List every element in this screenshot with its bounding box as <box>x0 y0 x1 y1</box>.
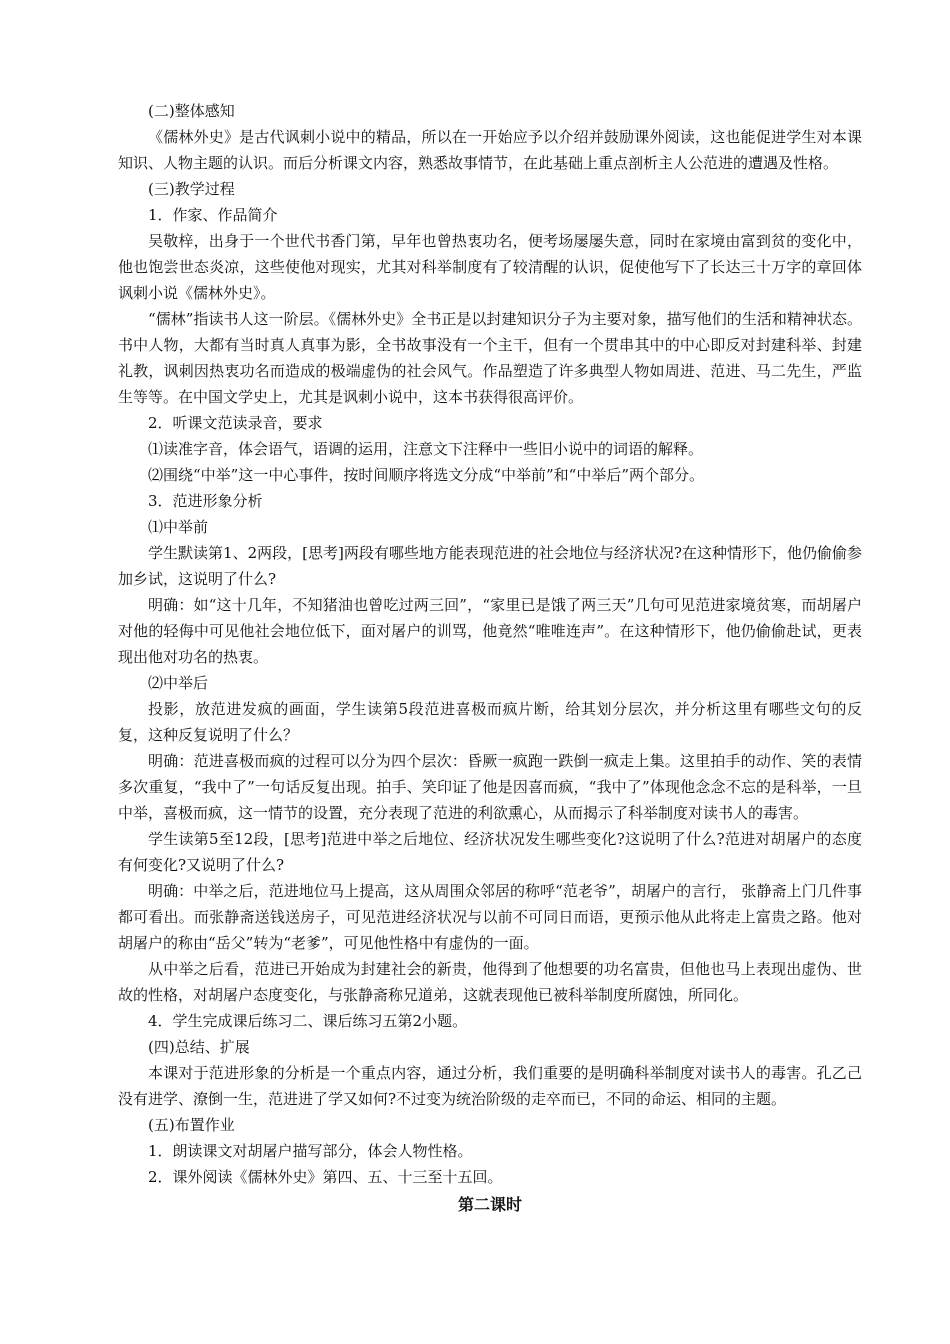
paragraph-wu-jingzi: 吴敬梓，出身于一个世代书香门第，早年也曾热衷功名，便考场屡屡失意，同时在家境由富到贫的变化中，他也饱尝世态炎凉，这些使他对现实，尤其对科举制度有了较清醒的认识，促使他写下了长达三十万字的章回体讽刺小说《儒林外史》。 <box>118 232 862 302</box>
paragraph-requirement-2: ⑵围绕“中举”这一中心事件，按时间顺序将选文分成“中举前”和“中举后”两个部分。 <box>148 466 705 484</box>
heading-summary: (四)总结、扩展 <box>148 1038 250 1056</box>
paragraph-answer-1: 明确：如“这十几年，不知猪油也曾吃过两三回”，“家里已是饿了两三天”几句可见范进家境贫寒，而胡屠户对他的轻侮中可见他社会地位低下，面对屠户的训骂，他竟然“唯唯连声”。在这种情形下，他仍偷偷赴试，更表现出他对功名的热衷。 <box>118 596 862 666</box>
heading-after-exam: ⑵中举后 <box>148 674 209 692</box>
paragraph-think-1: 学生默读第1、2两段，[思考]两段有哪些地方能表现范进的社会地位与经济状况?在这种情形下，他仍偷偷参加乡试，这说明了什么? <box>118 544 862 588</box>
heading-teaching-process: (三)教学过程 <box>148 180 235 198</box>
paragraph-intro: 《儒林外史》是古代讽刺小说中的精品，所以在一开始应予以介绍并鼓励课外阅读，这也能促进学生对本课知识、人物主题的认识。而后分析课文内容，熟悉故事情节，在此基础上重点剖析主人公范进的遭遇及性格。 <box>118 128 862 172</box>
heading-before-exam: ⑴中举前 <box>148 518 209 536</box>
heading-homework: (五)布置作业 <box>148 1116 235 1134</box>
paragraph-think-2: 学生读第5至12段，[思考]范进中举之后地位、经济状况发生哪些变化?这说明了什么?范进对胡屠户的态度有何变化?又说明了什么? <box>118 830 862 874</box>
document-page <box>118 98 862 1218</box>
paragraph-new-gentry: 从中举之后看，范进已开始成为封建社会的新贵，他得到了他想要的功名富贵，但他也马上表现出虚伪、世故的性格，对胡屠户态度变化，与张静斋称兄道弟，这就表现他已被科举制度所腐蚀，所同化。 <box>118 960 862 1004</box>
paragraph-summary: 本课对于范进形象的分析是一个重点内容，通过分析，我们重要的是明确科举制度对读书人的毒害。孔乙己没有进学、潦倒一生，范进进了学又如何?不过变为统治阶级的走卒而已，不同的命运、相同的主题。 <box>118 1064 862 1108</box>
paragraph-answer-3: 明确：中举之后，范进地位马上提高，这从周围众邻居的称呼“范老爷”，胡屠户的言行， 张静斋上门几件事都可看出。而张静斋送钱送房子，可见范进经济状况与以前不可同日而语，更预示他从此将走上富贵之路。他对胡屠户的称由“岳父”转为“老爹”，可见他性格中有虚伪的一面。 <box>118 882 862 952</box>
heading-overall-perception: (二)整体感知 <box>148 102 235 120</box>
paragraph-rulin: “儒林”指读书人这一阶层。《儒林外史》全书正是以封建知识分子为主要对象，描写他们的生活和精神状态。书中人物，大都有当时真人真事为影，全书故事没有一个主干，但有一个贯串其中的中心即反对封建科举、封建礼教，讽刺因热衷功名而造成的极端虚伪的社会风气。作品塑造了许多典型人物如周进、范进、马二先生，严监生等等。在中国文学史上，尤其是讽刺小说中，这本书获得很高评价。 <box>118 310 862 406</box>
heading-character-analysis: 3．范进形象分析 <box>148 492 263 510</box>
section-title: 第二课时 <box>457 1195 522 1214</box>
heading-listen-recording: 2．听课文范读录音，要求 <box>148 414 323 432</box>
homework-item-1: 1．朗读课文对胡屠户描写部分，体会人物性格。 <box>148 1142 473 1160</box>
heading-author-intro: 1．作家、作品简介 <box>148 206 278 224</box>
paragraph-projection: 投影，放范进发疯的画面，学生读第5段范进喜极而疯片断，给其划分层次，并分析这里有哪些文句的反复，这种反复说明了什么？ <box>118 700 862 744</box>
paragraph-answer-2: 明确：范进喜极而疯的过程可以分为四个层次：昏厥一疯跑一跌倒一疯走上集。这里拍手的动作、笑的表情多次重复，“我中了”一句话反复出现。拍手、笑印证了他是因喜而疯，“我中了”体现他念念不忘的是科举，一旦中举，喜极而疯，这一情节的设置，充分表现了范进的利欲熏心，从而揭示了科举制度对读书人的毒害。 <box>118 752 862 822</box>
paragraph-requirement-1: ⑴读准字音，体会语气，语调的运用，注意文下注释中一些旧小说中的词语的解释。 <box>148 440 704 458</box>
paragraph-exercise: 4．学生完成课后练习二、课后练习五第2小题。 <box>148 1012 468 1030</box>
homework-item-2: 2．课外阅读《儒林外史》第四、五、十三至十五回。 <box>148 1168 503 1186</box>
